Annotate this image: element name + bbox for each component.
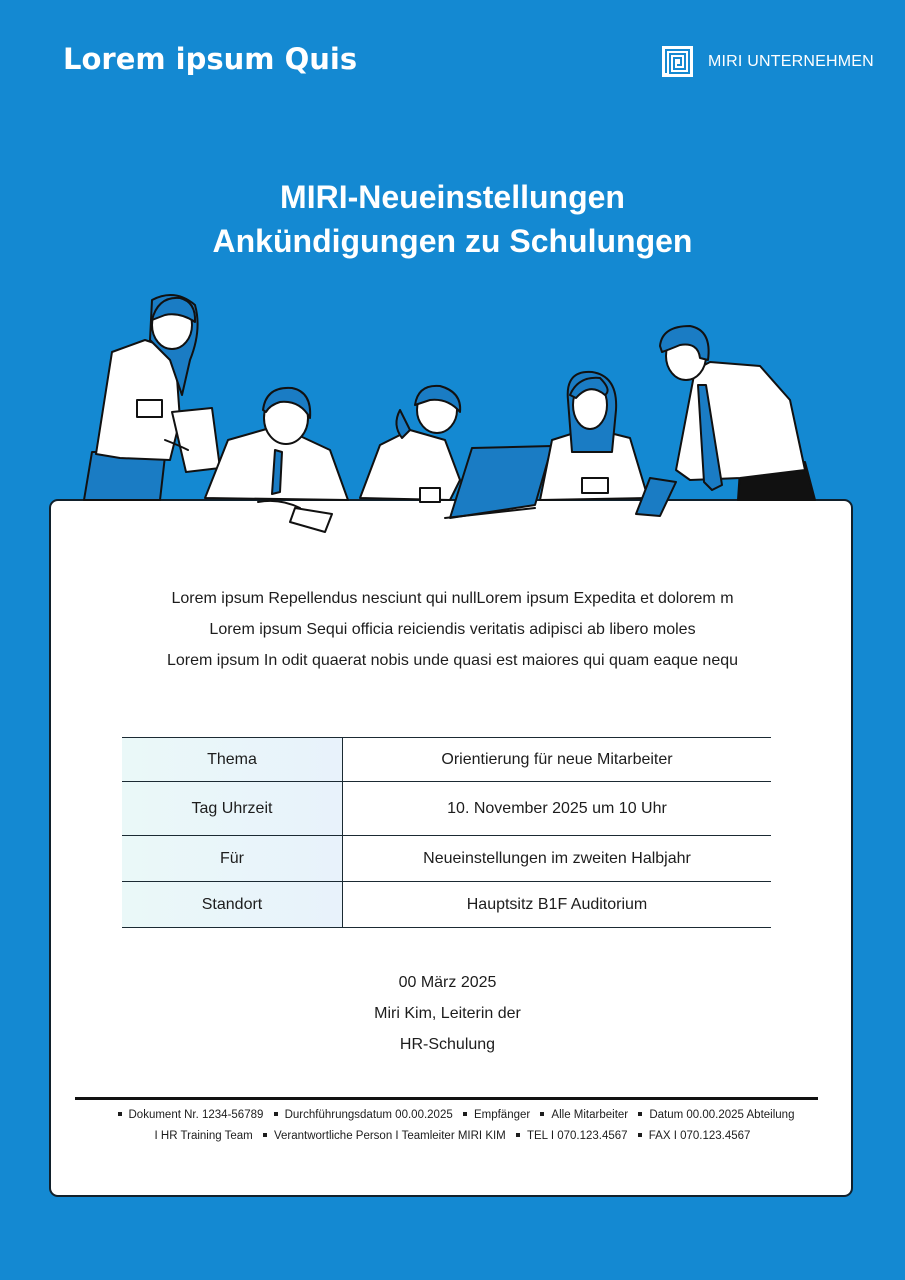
title-line-2: Ankündigungen zu Schulungen: [212, 223, 693, 259]
training-info-table: [122, 737, 771, 928]
footer-divider: [75, 1097, 818, 1100]
company-name: MIRI UNTERNEHMEN: [708, 52, 874, 70]
bullet-icon: [638, 1112, 642, 1116]
intro-line: Lorem ipsum Repellendus nesciunt qui nullLorem ipsum Expedita et dolorem m: [171, 590, 734, 607]
row-value: Orientierung für neue Mitarbeiter: [343, 738, 772, 782]
footer-item: Durchführungsdatum 00.00.2025: [284, 1109, 453, 1121]
man-seated-figure: [205, 388, 348, 532]
table-row: [122, 836, 771, 882]
bullet-icon: [263, 1133, 267, 1137]
table-row: [122, 882, 771, 928]
footer-item: Dokument Nr. 1234-56789: [128, 1109, 264, 1121]
row-value: Neueinstellungen im zweiten Halbjahr: [343, 836, 772, 882]
footer-item: Empfänger: [473, 1109, 531, 1121]
page-title: [0, 175, 905, 263]
woman-laptop-figure: [360, 386, 552, 518]
intro-paragraph: [0, 583, 905, 676]
footer-item: Verantwortliche Person I Teamleiter MIRI KIM: [273, 1130, 506, 1142]
title-line-1: MIRI-Neueinstellungen: [280, 179, 625, 215]
office-team-illustration: [0, 285, 905, 535]
bullet-icon: [516, 1133, 520, 1137]
bullet-icon: [638, 1133, 642, 1137]
table-row: [122, 782, 771, 836]
row-label: Standort: [122, 882, 343, 928]
footer-item: Datum 00.00.2025: [649, 1109, 744, 1121]
row-value: Hauptsitz B1F Auditorium: [343, 882, 772, 928]
footer-item: FAX I 070.123.4567: [648, 1130, 751, 1142]
table-row: [122, 738, 771, 782]
row-label: Thema: [122, 738, 343, 782]
row-label: Tag Uhrzeit: [122, 782, 343, 836]
signature-dept: HR-Schulung: [399, 1036, 496, 1053]
footer-item: Abteilung I HR Training Team: [154, 1109, 795, 1142]
man-standing-figure: [660, 326, 815, 500]
row-label: Für: [122, 836, 343, 882]
intro-line: Lorem ipsum In odit quaerat nobis unde quasi est maiores qui quam eaque nequ: [166, 652, 739, 669]
bullet-icon: [118, 1112, 122, 1116]
footer-item: TEL I 070.123.4567: [526, 1130, 628, 1142]
signature-block: [0, 967, 895, 1060]
bullet-icon: [463, 1112, 467, 1116]
footer-info: [110, 1105, 795, 1147]
brand-title: Lorem ipsum Quis: [63, 42, 358, 76]
spiral-square-logo-icon: [662, 46, 693, 77]
row-value: 10. November 2025 um 10 Uhr: [343, 782, 772, 836]
woman-standing-figure: [84, 295, 220, 500]
intro-line: Lorem ipsum Sequi officia reiciendis veritatis adipisci ab libero moles: [209, 621, 696, 638]
company-logo: [662, 46, 874, 77]
signature-date: 00 März 2025: [398, 974, 497, 991]
footer-item: Alle Mitarbeiter: [551, 1109, 629, 1121]
bullet-icon: [274, 1112, 278, 1116]
woman-seated-figure: [540, 372, 676, 516]
bullet-icon: [540, 1112, 544, 1116]
signature-name: Miri Kim, Leiterin der: [374, 1005, 521, 1022]
